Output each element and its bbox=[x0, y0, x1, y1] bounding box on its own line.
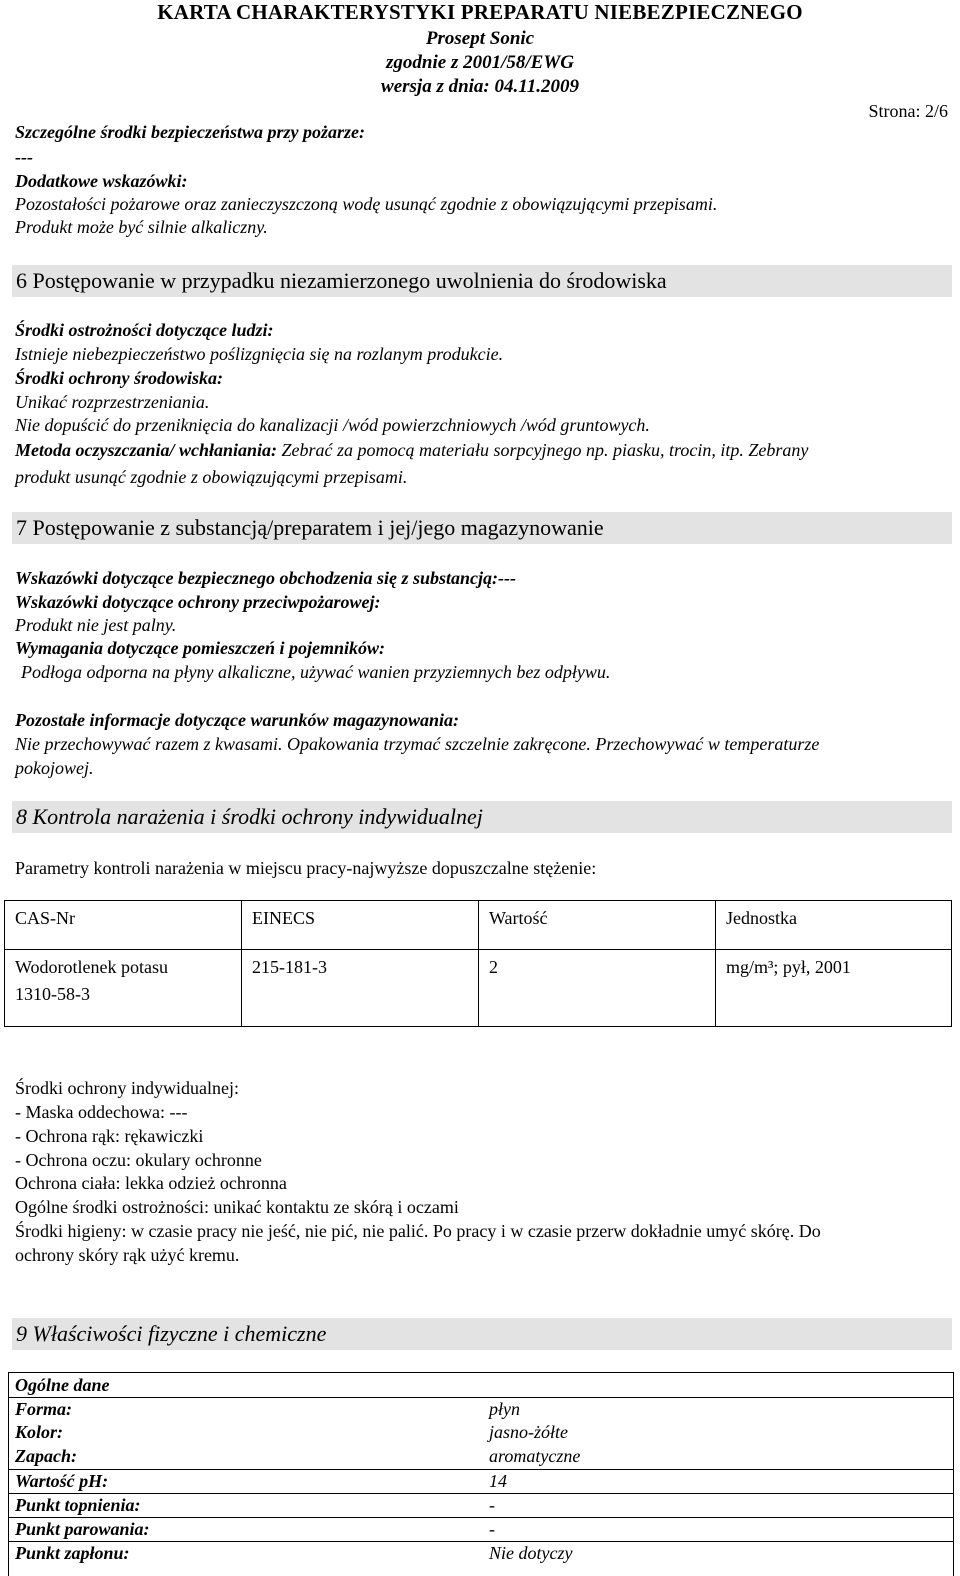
fire-extra-line1: Pozostałości pożarowe oraz zanieczyszczoną wodę usunąć zgodnie z obowiązującymi przepisami. bbox=[15, 194, 718, 214]
substance-name: Wodorotlenek potasu bbox=[15, 957, 169, 977]
people-precautions-text: Istnieje niebezpieczeństwo poślizgnięcia się na rozlanym produkcie. bbox=[15, 344, 504, 364]
property-odor-value: aromatyczne bbox=[489, 1446, 581, 1466]
storage-other-label: Pozostałe informacje dotyczące warunków magazynowania: bbox=[15, 710, 460, 730]
property-color-value: jasno-żółte bbox=[489, 1422, 568, 1442]
env-precautions-text1: Unikać rozprzestrzeniania. bbox=[15, 392, 210, 412]
cell-unit: mg/m³; pył, 2001 bbox=[716, 950, 952, 1027]
cleanup-line1 bbox=[15, 439, 808, 461]
storage-other-text1: Nie przechowywać razem z kwasami. Opakowania trzymać szczelnie zakręcone. Przechowywać w temperaturze bbox=[15, 734, 820, 754]
ppe-eyes: - Ochrona oczu: okulary ochronne bbox=[15, 1150, 262, 1170]
cleanup-text2: produkt usunąć zgodnie z obowiązującymi przepisami. bbox=[15, 467, 408, 487]
property-flash-value: Nie dotyczy bbox=[489, 1543, 573, 1563]
table-row bbox=[9, 1517, 953, 1541]
product-name: Prosept Sonic bbox=[425, 28, 535, 49]
header-einecs: EINECS bbox=[242, 901, 479, 950]
page-number: Strona: 2/6 bbox=[868, 101, 948, 121]
table-row bbox=[9, 1469, 953, 1493]
ppe-general: Ogólne środki ostrożności: unikać kontaktu ze skórą i oczami bbox=[15, 1197, 459, 1217]
property-form-label: Forma: bbox=[15, 1399, 73, 1419]
section-6-heading: 6 Postępowanie w przypadku niezamierzonego uwolnienia do środowiska bbox=[12, 265, 952, 297]
section-9-heading: 9 Właściwości fizyczne i chemiczne bbox=[12, 1318, 952, 1350]
table-row bbox=[9, 1445, 953, 1468]
table-row bbox=[9, 1541, 953, 1565]
cleanup-text1: Zebrać za pomocą materiału sorpcyjnego np. piasku, trocin, itp. Zebrany bbox=[281, 440, 809, 460]
property-odor-label: Zapach: bbox=[15, 1446, 77, 1466]
property-boiling-value: - bbox=[489, 1519, 495, 1539]
fire-protection-label: Wskazówki dotyczące ochrony przeciwpożarowej: bbox=[15, 592, 381, 612]
property-ph-label: Wartość pH: bbox=[15, 1471, 109, 1491]
property-melting-value: - bbox=[489, 1495, 495, 1515]
substance-cas: 1310-58-3 bbox=[15, 984, 90, 1004]
general-data-row bbox=[9, 1373, 953, 1396]
general-data-label: Ogólne dane bbox=[15, 1375, 110, 1395]
document-title: KARTA CHARAKTERYSTYKI PREPARATU NIEBEZPIECZNEGO bbox=[157, 0, 803, 24]
exposure-params-intro: Parametry kontroli narażenia w miejscu pracy-najwyższe dopuszczalne stężenie: bbox=[15, 858, 597, 878]
property-ph-value: 14 bbox=[489, 1471, 507, 1491]
cell-value: 2 bbox=[479, 950, 716, 1027]
property-boiling-label: Punkt parowania: bbox=[15, 1519, 150, 1539]
table-row bbox=[9, 1493, 953, 1517]
safe-handling: Wskazówki dotyczące bezpiecznego obchodzenia się z substancją:--- bbox=[15, 568, 516, 588]
ppe-mask: - Maska oddechowa: --- bbox=[15, 1102, 188, 1122]
cell-einecs: 215-181-3 bbox=[242, 950, 479, 1027]
physical-properties-table bbox=[8, 1372, 954, 1576]
fire-special-value: --- bbox=[15, 147, 33, 167]
header-value: Wartość bbox=[479, 901, 716, 950]
exposure-limits-table bbox=[4, 900, 952, 1027]
hygiene-line2: ochrony skóry rąk użyć kremu. bbox=[15, 1245, 240, 1265]
fire-protection-text: Produkt nie jest palny. bbox=[15, 615, 177, 635]
fire-extra-label: Dodatkowe wskazówki: bbox=[15, 171, 188, 191]
hygiene-line1: Środki higieny: w czasie pracy nie jeść, nie pić, nie palić. Po pracy i w czasie przerw dokładnie umyć skórę. Do bbox=[15, 1221, 821, 1241]
storage-rooms-text: Podłoga odporna na płyny alkaliczne, używać wanien przyziemnych bez odpływu. bbox=[21, 662, 611, 682]
cleanup-label: Metoda oczyszczania/ wchłaniania: bbox=[15, 440, 278, 460]
property-melting-label: Punkt topnienia: bbox=[15, 1495, 141, 1515]
header-cas: CAS-Nr bbox=[5, 901, 242, 950]
ppe-body: Ochrona ciała: lekka odzież ochronna bbox=[15, 1173, 287, 1193]
env-precautions-label: Środki ochrony środowiska: bbox=[15, 368, 224, 388]
ppe-label: Środki ochrony indywidualnej: bbox=[15, 1078, 239, 1098]
table-header-row bbox=[5, 901, 952, 950]
property-form-value: płyn bbox=[489, 1399, 520, 1419]
regulation: zgodnie z 2001/58/EWG bbox=[386, 52, 574, 73]
storage-rooms-label: Wymagania dotyczące pomieszczeń i pojemników: bbox=[15, 638, 385, 658]
table-row bbox=[9, 1397, 953, 1421]
property-flash-label: Punkt zapłonu: bbox=[15, 1543, 130, 1563]
section-7-heading: 7 Postępowanie z substancją/preparatem i jej/jego magazynowanie bbox=[12, 512, 952, 544]
property-color-label: Kolor: bbox=[15, 1422, 64, 1442]
table-row bbox=[9, 1421, 953, 1444]
people-precautions-label: Środki ostrożności dotyczące ludzi: bbox=[15, 320, 274, 340]
section-8-heading: 8 Kontrola narażenia i środki ochrony indywidualnej bbox=[12, 801, 952, 833]
fire-special-label: Szczególne środki bezpieczeństwa przy pożarze: bbox=[15, 122, 365, 142]
fire-extra-line2: Produkt może być silnie alkaliczny. bbox=[15, 217, 268, 237]
env-precautions-text2: Nie dopuścić do przeniknięcia do kanalizacji /wód powierzchniowych /wód gruntowych. bbox=[15, 415, 650, 435]
table-row bbox=[5, 950, 952, 1027]
ppe-hands: - Ochrona rąk: rękawiczki bbox=[15, 1126, 204, 1146]
storage-other-text2: pokojowej. bbox=[15, 758, 94, 778]
version-date: wersja z dnia: 04.11.2009 bbox=[381, 76, 579, 97]
cell-substance bbox=[5, 950, 242, 1027]
header-unit: Jednostka bbox=[716, 901, 952, 950]
